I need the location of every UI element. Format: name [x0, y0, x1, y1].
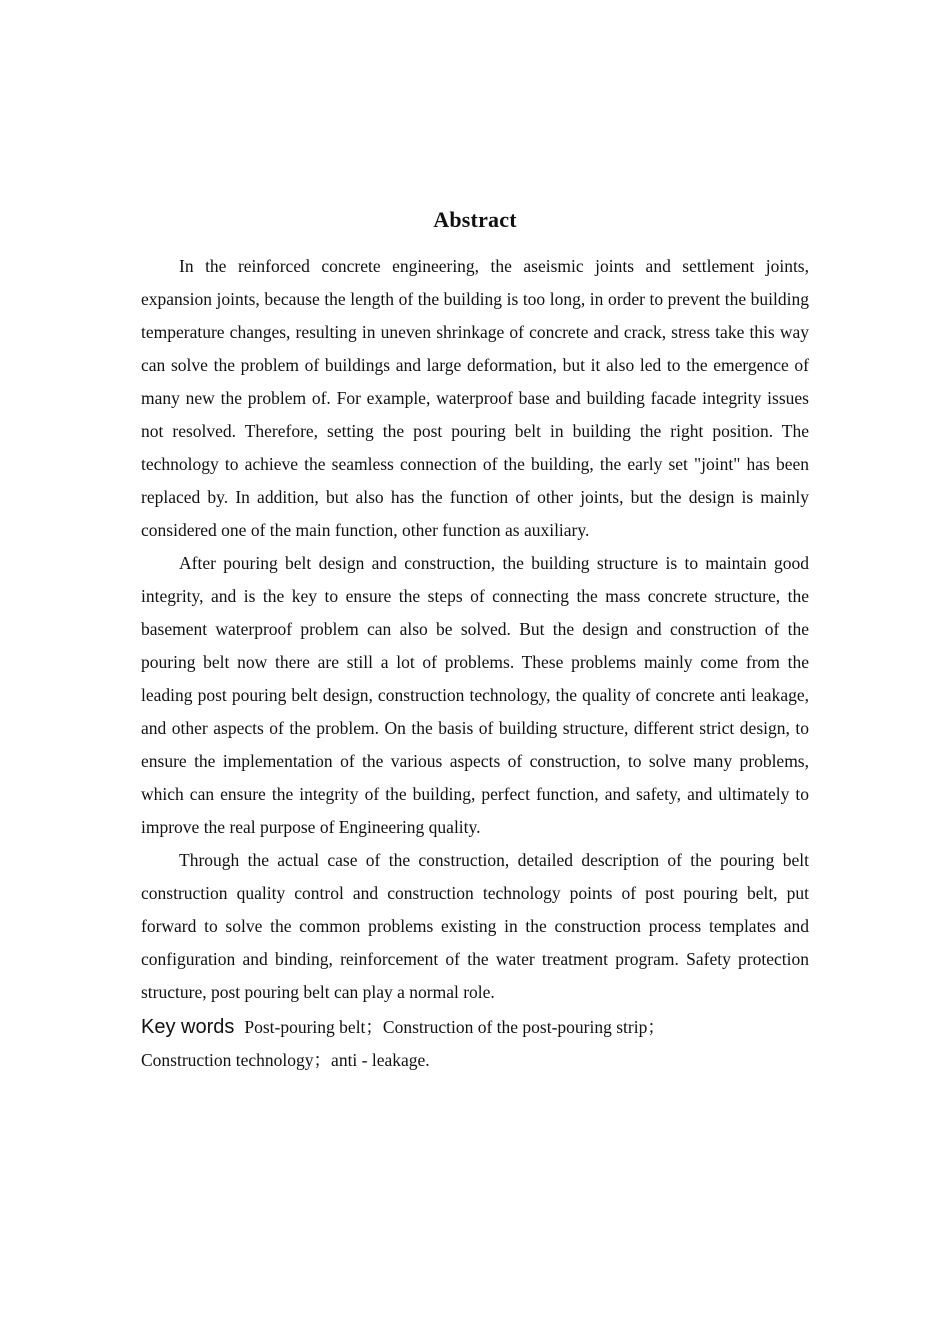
keywords-text-2: Construction technology；anti - leakage.: [141, 1050, 430, 1070]
abstract-paragraph-3: Through the actual case of the construction, detailed description of the pouring belt construction quality control and construction technology points of post pouring belt, put forward to solve the common problems existing in the construction process templates and configuration and binding, reinforcement of the water treatment program. Safety protection structure, post pouring belt can play a normal role.: [141, 850, 809, 1002]
abstract-section: [141, 204, 809, 1077]
keywords-line-2: [141, 1044, 809, 1077]
keywords-text-1: Post-pouring belt；Construction of the post-pouring strip；: [244, 1017, 665, 1037]
abstract-paragraph-2: After pouring belt design and construction, the building structure is to maintain good integrity, and is the key to ensure the steps of connecting the mass concrete structure, the basement waterproof problem can also be solved. But the design and construction of the pouring belt now there are still a lot of problems. These problems mainly come from the leading post pouring belt design, construction technology, the quality of concrete anti leakage, and other aspects of the problem. On the basis of building structure, different strict design, to ensure the implementation of the various aspects of construction, to solve many problems, which can ensure the integrity of the building, perfect function, and safety, and ultimately to improve the real purpose of Engineering quality.: [141, 553, 809, 837]
keywords-label: Key words: [141, 1016, 235, 1038]
keywords-line-1: [141, 1011, 809, 1044]
abstract-paragraph-1: In the reinforced concrete engineering, the aseismic joints and settlement joints, expansion joints, because the length of the building is too long, in order to prevent the building temperature changes, resulting in uneven shrinkage of concrete and crack, stress take this way can solve the problem of buildings and large deformation, but it also led to the emergence of many new the problem of. For example, waterproof base and building facade integrity issues not resolved. Therefore, setting the post pouring belt in building the right position. The technology to achieve the seamless connection of the building, the early set "joint" has been replaced by. In addition, but also has the function of other joints, but the design is mainly considered one of the main function, other function as auxiliary.: [141, 256, 809, 540]
abstract-title: Abstract: [433, 207, 517, 232]
